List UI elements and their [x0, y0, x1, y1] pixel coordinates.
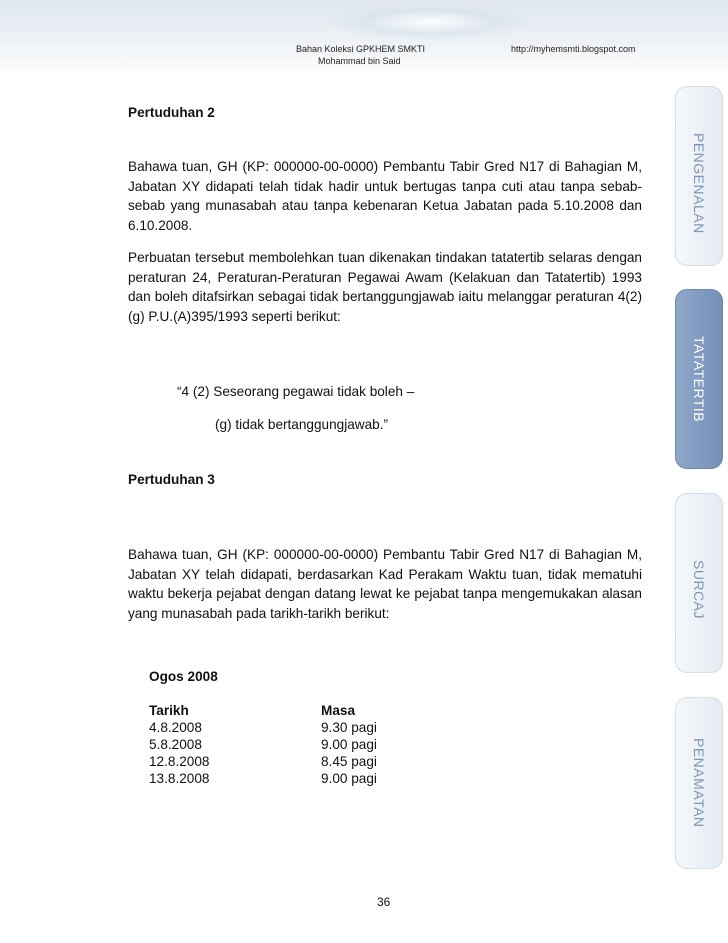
- tab-surcaj[interactable]: [675, 493, 723, 673]
- tab-penamatan-label: PENAMATAN: [691, 738, 707, 828]
- cell-date: 5.8.2008: [149, 737, 202, 752]
- heading-pertuduhan-2: Pertuduhan 2: [128, 105, 215, 120]
- header-url[interactable]: http://myhemsmti.blogspot.com: [511, 44, 636, 54]
- table-row: [149, 753, 377, 770]
- table-month: [149, 668, 377, 685]
- tab-tatatertib-label: TATATERTIB: [691, 336, 707, 423]
- cell-time: 8.45 pagi: [321, 754, 377, 769]
- paragraph-charge-3: Bahawa tuan, GH (KP: 000000-00-0000) Pembantu Tabir Gred N17 di Bahagian M, Jabatan XY telah didapati, berdasarkan Kad Perakam Waktu tuan, tidak mematuhi waktu bekerja pejabat dengan datang lewat ke pejabat tanpa mengemukakan alasan yang munasabah pada tarikh-tarikh berikut:: [128, 547, 642, 621]
- table-row: [149, 770, 377, 787]
- tab-penamatan[interactable]: [675, 697, 723, 869]
- header-author: Mohammad bin Said: [318, 56, 401, 66]
- quote-regulation: “4 (2) Seseorang pegawai tidak boleh –: [177, 384, 415, 399]
- cell-time: 9.00 pagi: [321, 771, 377, 786]
- month-label: Ogos 2008: [149, 669, 218, 684]
- cell-time: 9.30 pagi: [321, 720, 377, 735]
- quote-regulation-item: (g) tidak bertanggungjawab.”: [215, 417, 389, 432]
- tab-surcaj-label: SURCAJ: [691, 560, 707, 620]
- cell-date: 13.8.2008: [149, 771, 210, 786]
- heading-pertuduhan-3: Pertuduhan 3: [128, 472, 215, 487]
- paragraph-disciplinary: Perbuatan tersebut membolehkan tuan dikenakan tindakan tatatertib selaras dengan peraturan 24, Peraturan-Peraturan Pegawai Awam (Kelakuan dan Tatatertib) 1993 dan boleh ditafsirkan sebagai tidak bertanggungjawab iaitu melanggar peraturan 4(2)(g) P.U.(A)395/1993 seperti berikut:: [128, 250, 642, 324]
- header-source: Bahan Koleksi GPKHEM SMKTI: [296, 44, 426, 54]
- paragraph-charge-2: Bahawa tuan, GH (KP: 000000-00-0000) Pembantu Tabir Gred N17 di Bahagian M, Jabatan XY didapati telah tidak hadir untuk bertugas tanpa cuti atau tanpa sebab-sebab yang munasabah atau tanpa kebenaran Ketua Jabatan pada 5.10.2008 dan 6.10.2008.: [128, 159, 642, 233]
- tab-pengenalan[interactable]: [675, 86, 723, 266]
- column-header-date: Tarikh: [149, 703, 189, 718]
- page-number: 36: [377, 895, 391, 909]
- cell-time: 9.00 pagi: [321, 737, 377, 752]
- tab-tatatertib[interactable]: [675, 289, 723, 469]
- tab-pengenalan-label: PENGENALAN: [691, 133, 707, 234]
- table-row: [149, 719, 377, 736]
- cell-date: 12.8.2008: [149, 754, 210, 769]
- cell-date: 4.8.2008: [149, 720, 202, 735]
- lateness-table: [149, 668, 377, 787]
- table-row: [149, 736, 377, 753]
- column-header-time: Masa: [321, 703, 356, 718]
- table-header-row: [149, 702, 377, 719]
- header-background: [0, 0, 728, 78]
- water-ripple-decoration: [330, 4, 530, 40]
